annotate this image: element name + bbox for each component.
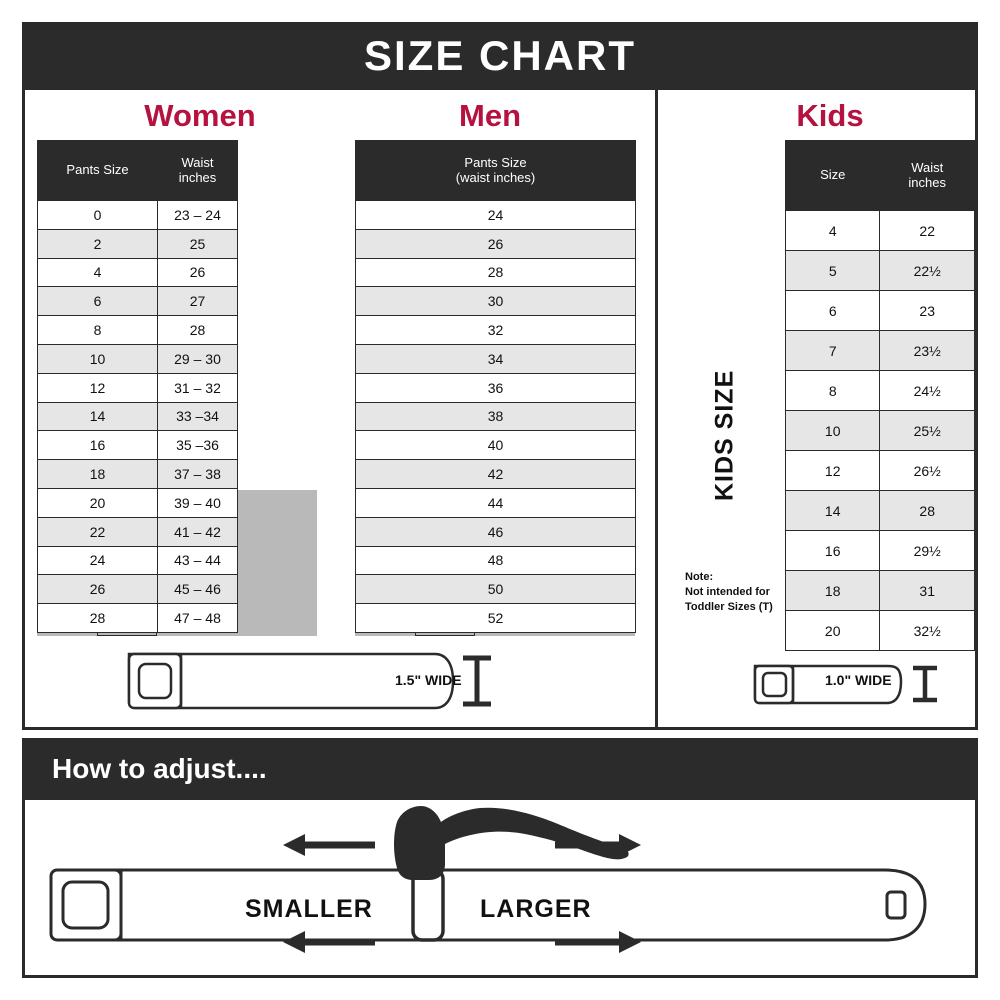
- women-cell-size: 22: [38, 517, 158, 546]
- table-row: [786, 531, 975, 571]
- kids-size-label: KIDS SIZE: [685, 320, 765, 550]
- kids-cell-size: 7: [786, 331, 880, 371]
- women-cell-waist: 31 – 32: [158, 373, 238, 402]
- kids-cell-waist: 25½: [880, 411, 975, 451]
- kids-note: Note: Not intended for Toddler Sizes (T): [685, 571, 773, 613]
- kids-header-size: Size: [786, 141, 880, 211]
- kids-cell-waist: 23½: [880, 331, 975, 371]
- women-cell-size: 16: [38, 431, 158, 460]
- women-header-waist: Waist inches: [158, 141, 238, 201]
- kids-header-waist: Waist inches: [880, 141, 975, 211]
- women-cell-waist: 47 – 48: [158, 604, 238, 633]
- men-size-table: [355, 140, 636, 633]
- women-cell-waist: 41 – 42: [158, 517, 238, 546]
- kids-cell-waist: 26½: [880, 451, 975, 491]
- table-row: [786, 411, 975, 451]
- table-row: [786, 331, 975, 371]
- women-cell-size: 6: [38, 287, 158, 316]
- kids-belt-width-label: 1.0" WIDE: [825, 672, 892, 688]
- table-row: [356, 546, 636, 575]
- table-row: [356, 258, 636, 287]
- belt-1-5-svg: [105, 650, 525, 712]
- women-cell-waist: 29 – 30: [158, 344, 238, 373]
- men-cell-size: 50: [356, 575, 636, 604]
- men-cell-size: 44: [356, 488, 636, 517]
- kids-table-wrap: [785, 140, 975, 651]
- table-row: [786, 451, 975, 491]
- women-cell-size: 0: [38, 201, 158, 230]
- women-cell-size: 26: [38, 575, 158, 604]
- kids-cell-size: 6: [786, 291, 880, 331]
- men-cell-size: 52: [356, 604, 636, 633]
- men-table-body: [356, 201, 636, 633]
- kids-cell-size: 8: [786, 371, 880, 411]
- table-row: [356, 344, 636, 373]
- kids-cell-size: 20: [786, 611, 880, 651]
- table-row: [356, 316, 636, 345]
- women-cell-waist: 25: [158, 229, 238, 258]
- men-header-pants-size: Pants Size (waist inches): [356, 141, 636, 201]
- kids-cell-size: 18: [786, 571, 880, 611]
- women-cell-waist: 27: [158, 287, 238, 316]
- men-cell-size: 28: [356, 258, 636, 287]
- men-xlarge-label: X-LARGE: [415, 348, 475, 636]
- table-row: [38, 229, 238, 258]
- kids-cell-waist: 29½: [880, 531, 975, 571]
- kids-cell-waist: 23: [880, 291, 975, 331]
- howto-panel: [22, 800, 978, 978]
- table-row: [38, 344, 238, 373]
- men-cell-size: 34: [356, 344, 636, 373]
- kids-cell-waist: 22: [880, 211, 975, 251]
- table-row: [38, 316, 238, 345]
- table-row: [356, 575, 636, 604]
- table-row: [38, 546, 238, 575]
- women-cell-size: 14: [38, 402, 158, 431]
- women-belt-graphic: [105, 650, 525, 712]
- women-cell-waist: 26: [158, 258, 238, 287]
- kids-cell-waist: 22½: [880, 251, 975, 291]
- label-larger: LARGER: [480, 895, 592, 923]
- kids-cell-waist: 31: [880, 571, 975, 611]
- women-cell-size: 28: [38, 604, 158, 633]
- women-cell-waist: 33 –34: [158, 402, 238, 431]
- table-row: [38, 258, 238, 287]
- women-cell-size: 20: [38, 488, 158, 517]
- women-cell-size: 12: [38, 373, 158, 402]
- table-row: [786, 611, 975, 651]
- women-cell-size: 10: [38, 344, 158, 373]
- table-row: [786, 251, 975, 291]
- kids-cell-waist: 32½: [880, 611, 975, 651]
- women-cell-waist: 43 – 44: [158, 546, 238, 575]
- women-xlarge-label: X-LARGE: [97, 348, 157, 636]
- label-smaller: SMALLER: [245, 895, 373, 923]
- men-regular-size-label: REGULAR SIZE: [355, 208, 415, 498]
- table-row: [356, 460, 636, 489]
- table-row: [38, 575, 238, 604]
- table-row: [38, 460, 238, 489]
- women-cell-waist: 39 – 40: [158, 488, 238, 517]
- kids-belt-graphic: [737, 650, 967, 712]
- kids-cell-size: 12: [786, 451, 880, 491]
- kids-cell-size: 10: [786, 411, 880, 451]
- women-cell-waist: 35 –36: [158, 431, 238, 460]
- women-regular-size-label: REGULAR SIZE: [37, 208, 97, 498]
- table-row: [356, 287, 636, 316]
- howto-bar: [22, 738, 978, 800]
- women-size-table: [37, 140, 238, 633]
- table-row: [786, 371, 975, 411]
- kids-cell-size: 14: [786, 491, 880, 531]
- table-row: [38, 431, 238, 460]
- table-row: [356, 402, 636, 431]
- table-row: [356, 517, 636, 546]
- men-cell-size: 46: [356, 517, 636, 546]
- women-cell-waist: 28: [158, 316, 238, 345]
- men-heading: Men: [459, 98, 521, 133]
- women-cell-waist: 45 – 46: [158, 575, 238, 604]
- kids-table-body: [786, 211, 975, 651]
- men-cell-size: 38: [356, 402, 636, 431]
- table-row: [356, 373, 636, 402]
- table-row: [356, 431, 636, 460]
- women-cell-size: 2: [38, 229, 158, 258]
- table-row: [356, 229, 636, 258]
- kids-cell-waist: 28: [880, 491, 975, 531]
- howto-heading: How to adjust....: [52, 753, 267, 784]
- table-row: [38, 604, 238, 633]
- table-row: [786, 211, 975, 251]
- men-cell-size: 36: [356, 373, 636, 402]
- men-cell-size: 40: [356, 431, 636, 460]
- table-row: [786, 491, 975, 531]
- women-cell-size: 18: [38, 460, 158, 489]
- kids-size-table: [785, 140, 975, 651]
- women-heading: Women: [144, 98, 256, 133]
- women-belt-width-label: 1.5" WIDE: [395, 672, 462, 688]
- column-divider: [655, 90, 658, 727]
- men-cell-size: 30: [356, 287, 636, 316]
- men-cell-size: 42: [356, 460, 636, 489]
- women-header-pants-size: Pants Size: [38, 141, 158, 201]
- table-row: [38, 517, 238, 546]
- kids-cell-size: 16: [786, 531, 880, 571]
- women-cell-waist: 37 – 38: [158, 460, 238, 489]
- table-row: [38, 373, 238, 402]
- kids-cell-size: 4: [786, 211, 880, 251]
- title-bar: [22, 22, 978, 90]
- table-row: [38, 488, 238, 517]
- women-table-body: [38, 201, 238, 633]
- men-table-wrap: [355, 140, 636, 633]
- men-cell-size: 24: [356, 201, 636, 230]
- table-row: [38, 287, 238, 316]
- table-row: [356, 201, 636, 230]
- howto-belt-diagram: [25, 800, 975, 972]
- women-cell-waist: 23 – 24: [158, 201, 238, 230]
- table-row: [38, 402, 238, 431]
- kids-heading: Kids: [796, 98, 864, 133]
- table-row: [786, 291, 975, 331]
- table-row: [356, 488, 636, 517]
- women-cell-size: 8: [38, 316, 158, 345]
- kids-cell-size: 5: [786, 251, 880, 291]
- men-cell-size: 48: [356, 546, 636, 575]
- women-cell-size: 24: [38, 546, 158, 575]
- table-row: [786, 571, 975, 611]
- charts-panel: [22, 90, 978, 730]
- men-cell-size: 26: [356, 229, 636, 258]
- page-title: SIZE CHART: [364, 32, 636, 79]
- kids-cell-waist: 24½: [880, 371, 975, 411]
- table-row: [38, 201, 238, 230]
- table-row: [356, 604, 636, 633]
- women-cell-size: 4: [38, 258, 158, 287]
- men-cell-size: 32: [356, 316, 636, 345]
- women-table-wrap: [37, 140, 238, 633]
